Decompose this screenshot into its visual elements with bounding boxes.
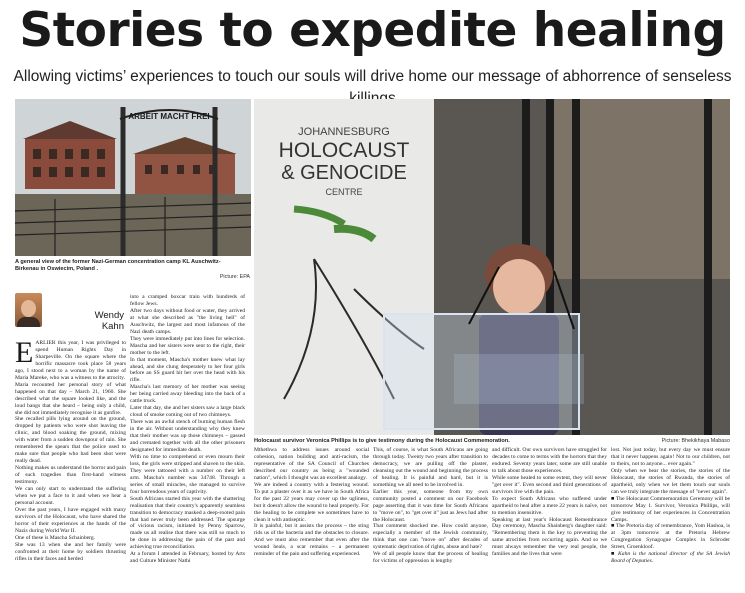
column-6-text: lost. Not just today, but every day we must ensure that it never happens again! Not to our children, not to theirs, not to anyone... ever again." Only when we hear the stories, the stories of the Holocaust, the stories of Rwanda, the stories of apartheid, only when we let them touch our souls can we truly integrate the message of "never again". ■ The Holocaust Commemoration Ceremony will be tomorrow May 1. Survivor, Veronica Phillips, will give testimony of her experiences in Concentration Camps. ■ The Pretoria day of remembrance, Yom Hashoa, is at 3pm tomorrow at the Pretoria Hebrew Congregation Synagogue Complex in Schroder Street, Groenkloof. [611, 447, 730, 551]
author-photo [15, 293, 42, 327]
logo-line2: HOLOCAUST [278, 139, 410, 162]
article-column-3: Mthethwa to address issues around social cohesion, nation building and anti-racism, the representative of the SA Council of Churches described our country as being a "wounded nation", which I thought was an excellent analogy. We are indeed a country with a festering wound. To put a plaster over it as we have in South Africa for the past 22 years may cover up the ugliness, but it doesn't allow the wound to heal properly. For the healing to be complete we sometimes have to clean it with antiseptic. It is painful, but it assists the process – the sting rids us of the bacteria and the obstacles to closure. And we must also remember that even after the wound heals, a scar remains – a permanent reminder of the pain and suffering experienced. [254, 447, 369, 558]
article-column-5: and difficult. Our own survivors have struggled for decades to come to terms with the horrors that they endured. Seventy years later, some are still unable to talk about those experiences. While some healed to some extent, they will never "get over it". Even second and third generations of survivors live with the pain. To expect South Africans who suffered under apartheid to heal after a mere 22 years is naïve, not to mention insensitive. Speaking at last year's Holocaust Remembrance Day ceremony, Mascha Shainberg's daughter said: "Remembering them is the key to preventing the same atrocities from occurring again. And so we must always remember the very real people, the families and the lives that were [492, 447, 607, 558]
subheadline: Allowing victims’ experiences to touch our souls will drive home our message of abhorrence of senseless [13, 68, 732, 85]
auschwitz-illustration [15, 99, 251, 256]
photo2-credit: Picture: Bhekikhaya Mabaso [661, 438, 730, 444]
headline: Stories to expedite healing [19, 3, 726, 58]
photo2-caption: Holocaust survivor Veronica Phillips is to give testimony during the Holocaust Commemoration. [254, 438, 510, 444]
survivor-photo [254, 99, 730, 435]
byline-last-name: Kahn [101, 321, 124, 332]
drop-cap: E [15, 336, 34, 369]
article-column-1 [15, 336, 126, 563]
author-footnote: ■ Kahn is the national director of the SA Jewish Board of Deputies. [611, 551, 730, 565]
byline-first-name: Wendy [94, 310, 124, 321]
article-column-2: into a cramped boxcar train with hundreds of fellow Jews. After two days without food or water, they arrived at what she described as "the living hell" of Auschwitz, the largest and most infamous of the Nazi death camps. They were immediately put into lines for selection. Mascha and her sisters were sent to the right, their mother to the left. In that moment, Mascha's mother knew what lay ahead, and she clung desperately to her four girls before an SS guard hit her over the head with his rifle. Mascha's last memory of her mother was seeing her being carried away bleeding into the back of a cattle truck. Later that day, she and her sisters saw a large black cloud of smoke coming out of two chimneys. There was an awful stench of burning human flesh in the air. Without understanding why they knew that their mother was up those chimneys – gassed and cremated together with all the other prisoners designated for immediate death. With no time to comprehend or even mourn their loss, the girls were stripped and shaven to the skin. They were tattooed with a number on their left arm. Mascha's number was 34748. Through a series of small miracles, she managed to survive four horrendous years of captivity. South Africans started this year with the shattering realisation that their country's apparently seamless transition to democracy masked a deep-rooted pain that had never truly been addressed. The upsurge of vicious racism, initiated by Penny Sparrow, made us all realise that there was still so much to be done in addressing the pain of the past and achieving true reconciliation. At a forum I attended in February, hosted by Arts and Culture Minister Nathi [130, 294, 245, 565]
gate-sign: ARBEIT MACHT FREI [128, 112, 210, 121]
logo-line3: & GENOCIDE [281, 162, 407, 184]
column-1-text: ARLIER this year, I was privileged to spend Human Rights Day in Sharpeville. On the square where the horrific massacre took place 58 years ago, I stood next to a woman by the name of Maria Mareke, who was a witness to the atrocity. Maria recounted her personal story of what happened on that day – March 21, 1960. She described what the square looked like, and the loud bangs that she heard – being only a child, she did not immediately recognise it as gunfire. She recalled pills lying around on the ground, dropped by patients who were shot leaving the clinic, and blood soaking the ground, mixing with water from a sudden downpour of rain. She remembered the spears that the police used to make sure that people who had been shot were really dead. Nothing makes us understand the horror and pain of such tragedies than first-hand witness testimony. We can only start to understand the suffering when we put a face to it and when we hear a personal account. Over the past years, I have engaged with many survivors of the Holocaust, who have shared the horror of their experiences at the hands of the Nazis during World War II. One of these is Mascha Schainberg. She was 13 when she and her family were confronted at their home by soldiers thrusting rifles in their faces and herded [15, 340, 126, 562]
article-column-4: This, of course, is what South Africans are going through today. Twenty two years after transition to democracy, we are pulling off the plaster, cleansing out the wound and beginning the process of healing. It is painful and hard, but it is something we all need to be involved in. Earlier this year, someone from my own community posted a comment on our Facebook page asserting that it was time for South Africans to "move on", to "get over it" just as Jews had after the Holocaust. That comment shocked me. How could anyone, especially a member of the Jewish community, think that one can "move on" after decades of systematic deprivation of rights, abuse and hate? We of all people know that the process of healing for victims of oppression is lengthy [373, 447, 488, 565]
logo-line4: CENTRE [325, 187, 363, 197]
auschwitz-photo [15, 99, 251, 256]
survivor-illustration [254, 99, 730, 435]
photo1-caption: A general view of the former Nazi-German concentration camp KL Auschwitz-Birkenau in Oswiecim, Poland . [15, 259, 221, 272]
article-column-6 [611, 447, 730, 565]
logo-line1: JOHANNESBURG [298, 126, 390, 138]
photo1-credit: Picture: EPA [219, 274, 250, 280]
